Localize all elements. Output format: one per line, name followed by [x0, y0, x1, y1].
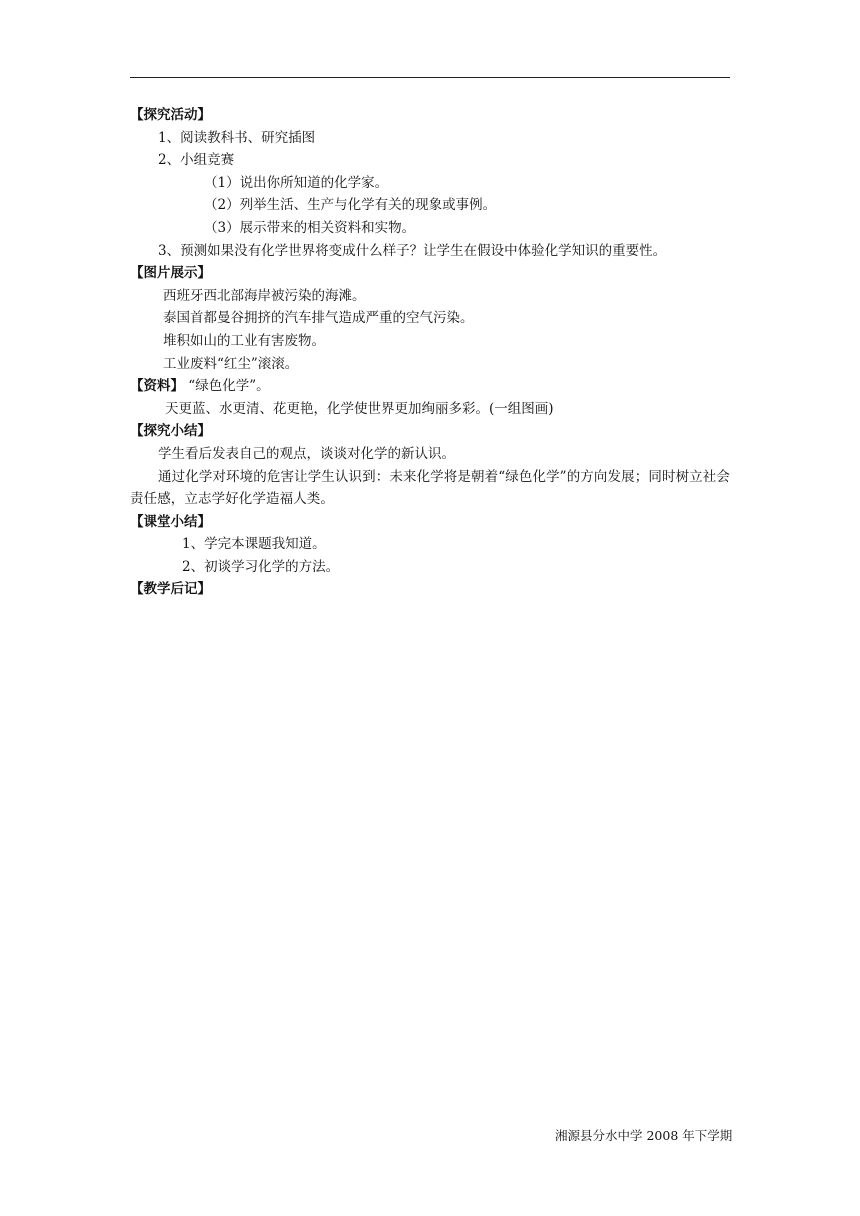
- explore-item-2: 2、小组竞赛: [158, 152, 235, 169]
- picture-line-3: 堆积如山的工业有害废物。: [163, 332, 325, 349]
- picture-line-2: 泰国首都曼谷拥挤的汽车排气造成严重的空气污染。: [163, 310, 474, 327]
- summary-paragraph: 通过化学对环境的危害让学生认识到：未来化学将是朝着“绿色化学”的方向发展；同时树立社会责任感，立志学好化学造福人类。: [130, 468, 730, 508]
- heading-materials: 【资料】: [130, 378, 184, 395]
- picture-line-4: 工业废料“红尘”滚滚。: [163, 355, 299, 372]
- class-summary-item-2: 2、初谈学习化学的方法。: [182, 558, 340, 575]
- picture-line-1: 西班牙西北部海岸被污染的海滩。: [163, 287, 366, 304]
- explore-subitem-1: （1）说出你所知道的化学家。: [204, 174, 389, 191]
- summary-line-1: 学生看后发表自己的观点，谈谈对化学的新认识。: [158, 445, 455, 462]
- explore-item-1: 1、阅读教科书、研究插图: [158, 129, 316, 146]
- heading-picture-display: 【图片展示】: [130, 265, 211, 282]
- document-body: [130, 104, 730, 601]
- heading-explore-activity: 【探究活动】: [130, 107, 211, 123]
- page-footer: 湘源县分水中学 2008 年下学期: [555, 1128, 733, 1143]
- header-rule: [130, 77, 730, 78]
- explore-item-3: 3、预测如果没有化学世界将变成什么样子？让学生在假设中体验化学知识的重要性。: [158, 242, 667, 259]
- heading-teaching-reflection: 【教学后记】: [130, 581, 211, 598]
- heading-class-summary: 【课堂小结】: [130, 513, 211, 530]
- heading-explore-summary: 【探究小结】: [130, 423, 211, 440]
- explore-subitem-3: （3）展示带来的相关资料和实物。: [204, 219, 416, 236]
- materials-line: 天更蓝、水更清、花更艳，化学使世界更加绚丽多彩。(一组图画): [165, 400, 554, 417]
- class-summary-item-1: 1、学完本课题我知道。: [182, 536, 326, 553]
- materials-row: [130, 375, 730, 398]
- materials-title: “绿色化学”。: [188, 378, 270, 395]
- explore-subitem-2: （2）列举生活、生产与化学有关的现象或事例。: [204, 197, 497, 214]
